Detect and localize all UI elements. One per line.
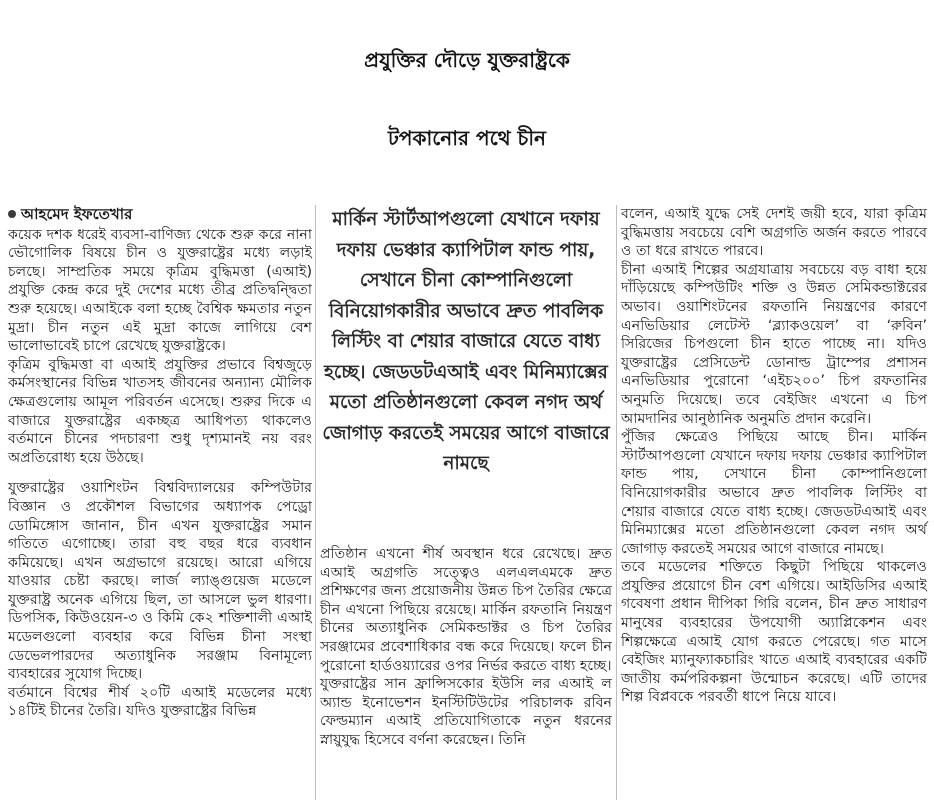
bullet-icon	[8, 210, 16, 218]
paragraph: বর্তমানে বিশ্বের শীর্ষ ২০টি এআই মডেলের মধ্যে ১৪টিই চীনের তৈরি। যদিও যুক্তরাষ্ট্রের বিভিন্ন	[8, 684, 312, 720]
paragraph: কয়েক দশক ধরেই ব্যবসা-বাণিজ্য থেকে শুরু করে নানা ভৌগোলিক বিষয়ে চীন ও যুক্তরাষ্ট্রের মধ্যে লড়াই চলছে। সাম্প্রতিক সময়ে কৃত্রিম বুদ্ধিমত্তা (এআই) প্রযুক্তি কেন্দ্র করে দুই দেশের মধ্যে তীব্র প্রতিদ্বন্দ্বিতা শুরু হয়েছে। এআইকে বলা হচ্ছে বৈশ্বিক ক্ষমতার নতুন মুদ্রা। চীন নতুন এই মুদ্রা কাজে লাগিয়ে বেশ ভালোভাবেই চাপে রেখেছে যুক্তরাষ্ট্রকে।	[8, 226, 312, 355]
paragraph: যুক্তরাষ্ট্রের সান ফ্রান্সিসকোর ইউসি লর এআই ল অ্যান্ড ইনোভেশন ইনস্টিটিউটের পরিচালক রবিন ফেল্ডম্যান এআই প্রতিযোগিতাকে নতুন ধরনের স্নায়ুযুদ্ধ হিসেবে বর্ণনা করেছেন। তিনি	[320, 676, 612, 748]
paragraph: পুঁজির ক্ষেত্রেও পিছিয়ে আছে চীন। মার্কিন স্টার্টআপগুলো যেখানে দফায় দফায় ভেঞ্চার ক্যাপিটাল ফান্ড পায়, সেখানে চীনা কোম্পানিগুলো বিনিয়োগকারীর অভাবে দ্রুত পাবলিক লিস্টিং বা শেয়ার বাজারে যেতে বাধ্য হচ্ছে। জেডডটএআই এবং মিনিম্যাক্সের মতো প্রতিষ্ঠানগুলো কেবল নগদ অর্থ জোগাড় করতেই সময়ের আগে বাজারে নামছে।	[621, 429, 927, 557]
byline	[8, 205, 312, 224]
paragraph: যুক্তরাষ্ট্রের ওয়াশিংটন বিশ্ববিদ্যালয়ের কম্পিউটার বিজ্ঞান ও প্রকৌশল বিভাগের অধ্যাপক পেড্রো ডোমিঙ্গোস জানান, চীন এখন যুক্তরাষ্ট্রের সমান গতিতে এগোচ্ছে। তারা বহু বছর ধরে ব্যবধান কমিয়েছে। এখন অগ্রভাগে রয়েছে। আরো এগিয়ে যাওয়ার চেষ্টা করছে। লার্জ ল্যাঙ্গুয়েজ মডেলে যুক্তরাষ্ট্র অনেক এগিয়ে ছিল, তা আসলে ভুল ধারণা। ডিপসিক, কিউওয়েন-৩ ও কিমি কে২ শক্তিশালী এআই মডেলগুলো ব্যবহার করে বিভিন্ন চীনা সংস্থা ডেভেলপারদের অত্যাধুনিক সরঞ্জাম বিনামূল্যে ব্যবহারের সুযোগ দিচ্ছে।	[8, 480, 312, 683]
pull-quote: মার্কিন স্টার্টআপগুলো যেখানে দফায় দফায় ভেঞ্চার ক্যাপিটাল ফান্ড পায়, সেখানে চীনা কোম্পানিগুলো বিনিয়োগকারীর অভাবে দ্রুত পাবলিক লিস্টিং বা শেয়ার বাজারে যেতে বাধ্য হচ্ছে। জেডডটএআই এবং মিনিম্যাক্সের মতো প্রতিষ্ঠানগুলো কেবল নগদ অর্থ জোগাড় করতেই সময়ের আগে বাজারে নামছে	[322, 209, 610, 474]
article-column-2	[320, 545, 612, 750]
byline-author: আহমেদ ইফতেখার	[21, 205, 133, 223]
column-divider	[315, 205, 316, 800]
headline-line-1: প্রযুক্তির দৌড়ে যুক্তরাষ্ট্রকে	[364, 48, 570, 72]
article-column-1	[8, 205, 312, 721]
paragraph: কৃত্রিম বুদ্ধিমত্তা বা এআই প্রযুক্তির প্রভাবে বিশ্বজুড়ে কর্মসংস্থানের বিভিন্ন খাতসহ জীবনের অন্যান্য মৌলিক ক্ষেত্রগুলোয় আমূল পরিবর্তন এসেছে। শুরুর দিকে এ বাজারে যুক্তরাষ্ট্রের একচ্ছত্র আধিপত্য থাকলেও বর্তমানে চীনের পদচারণা শুধু দৃশ্যমানই নয় বরং অপ্রতিরোধ্য হয়ে উঠছে।	[8, 356, 312, 466]
paragraph: তবে মডেলের শক্তিতে কিছুটা পিছিয়ে থাকলেও প্রযুক্তির প্রয়োগে চীন বেশ এগিয়ে। আইডিসির এআই গবেষণা প্রধান দীপিকা গিরি বলেন, চীন দ্রুত সাধারণ মানুষের ব্যবহারের উপযোগী অ্যাপ্লিকেশন এবং শিল্পক্ষেত্রে এআই যোগ করতে পেরেছে। গত মাসে বেইজিং ম্যানুফ্যাকচারিং খাতে এআই ব্যবহারের একটি জাতীয় কর্মপরিকল্পনা উন্মোচন করেছে। এটি তাদের শিল্প বিপ্লবকে পরবর্তী ধাপে নিয়ে যাবে।	[621, 559, 927, 706]
article-column-3	[621, 205, 927, 707]
paragraph: বলেন, এআই যুদ্ধে সেই দেশই জয়ী হবে, যারা কৃত্রিম বুদ্ধিমত্তায় সবচেয়ে বেশি অগ্রগতি অর্জন করতে পারবে ও তা ধরে রাখতে পারবে।	[621, 206, 927, 260]
paragraph: প্রতিষ্ঠান এখনো শীর্ষ অবস্থান ধরে রেখেছে। দ্রুত এআই অগ্রগতি সত্ত্বেও এলএলএমকে দ্রুত প্রশিক্ষণের জন্য প্রয়োজনীয় উন্নত চিপ তৈরির ক্ষেত্রে চীন এখনো পিছিয়ে রয়েছে। মার্কিন রফতানি নিয়ন্ত্রণ চীনের অত্যাধুনিক সেমিকন্ডাক্টর ও চিপ তৈরির সরঞ্জামের প্রবেশাধিকার বন্ধ করে দিয়েছে। ফলে চীন পুরোনো হার্ডওয়্যারের ওপর নির্ভর করতে বাধ্য হচ্ছে।	[320, 546, 612, 674]
paragraph: চীনা এআই শিল্পের অগ্রযাত্রায় সবচেয়ে বড় বাধা হয়ে দাঁড়িয়েছে কম্পিউটিং শক্তি ও উন্নত সেমিকন্ডাক্টরের অভাব। ওয়াশিংটনের রফতানি নিয়ন্ত্রণের কারণে এনভিডিয়ার লেটেস্ট ‘ব্ল্যাকওয়েল’ বা ‘রুবিন’ সিরিজের চিপগুলো চীন হাতে পাচ্ছে না। যদিও যুক্তরাষ্ট্রের প্রেসিডেন্ট ডোনাল্ড ট্রাম্পের প্রশাসন এনভিডিয়ার পুরোনো ‘এইচ২০০’ চিপ রফতানির অনুমতি দিয়েছে। তবে বেইজিং এখনো এ চিপ আমদানির আনুষ্ঠানিক অনুমতি প্রদান করেনি।	[621, 261, 927, 427]
headline-line-2: টপকানোর পথে চীন	[388, 126, 546, 150]
column-divider	[616, 205, 617, 800]
